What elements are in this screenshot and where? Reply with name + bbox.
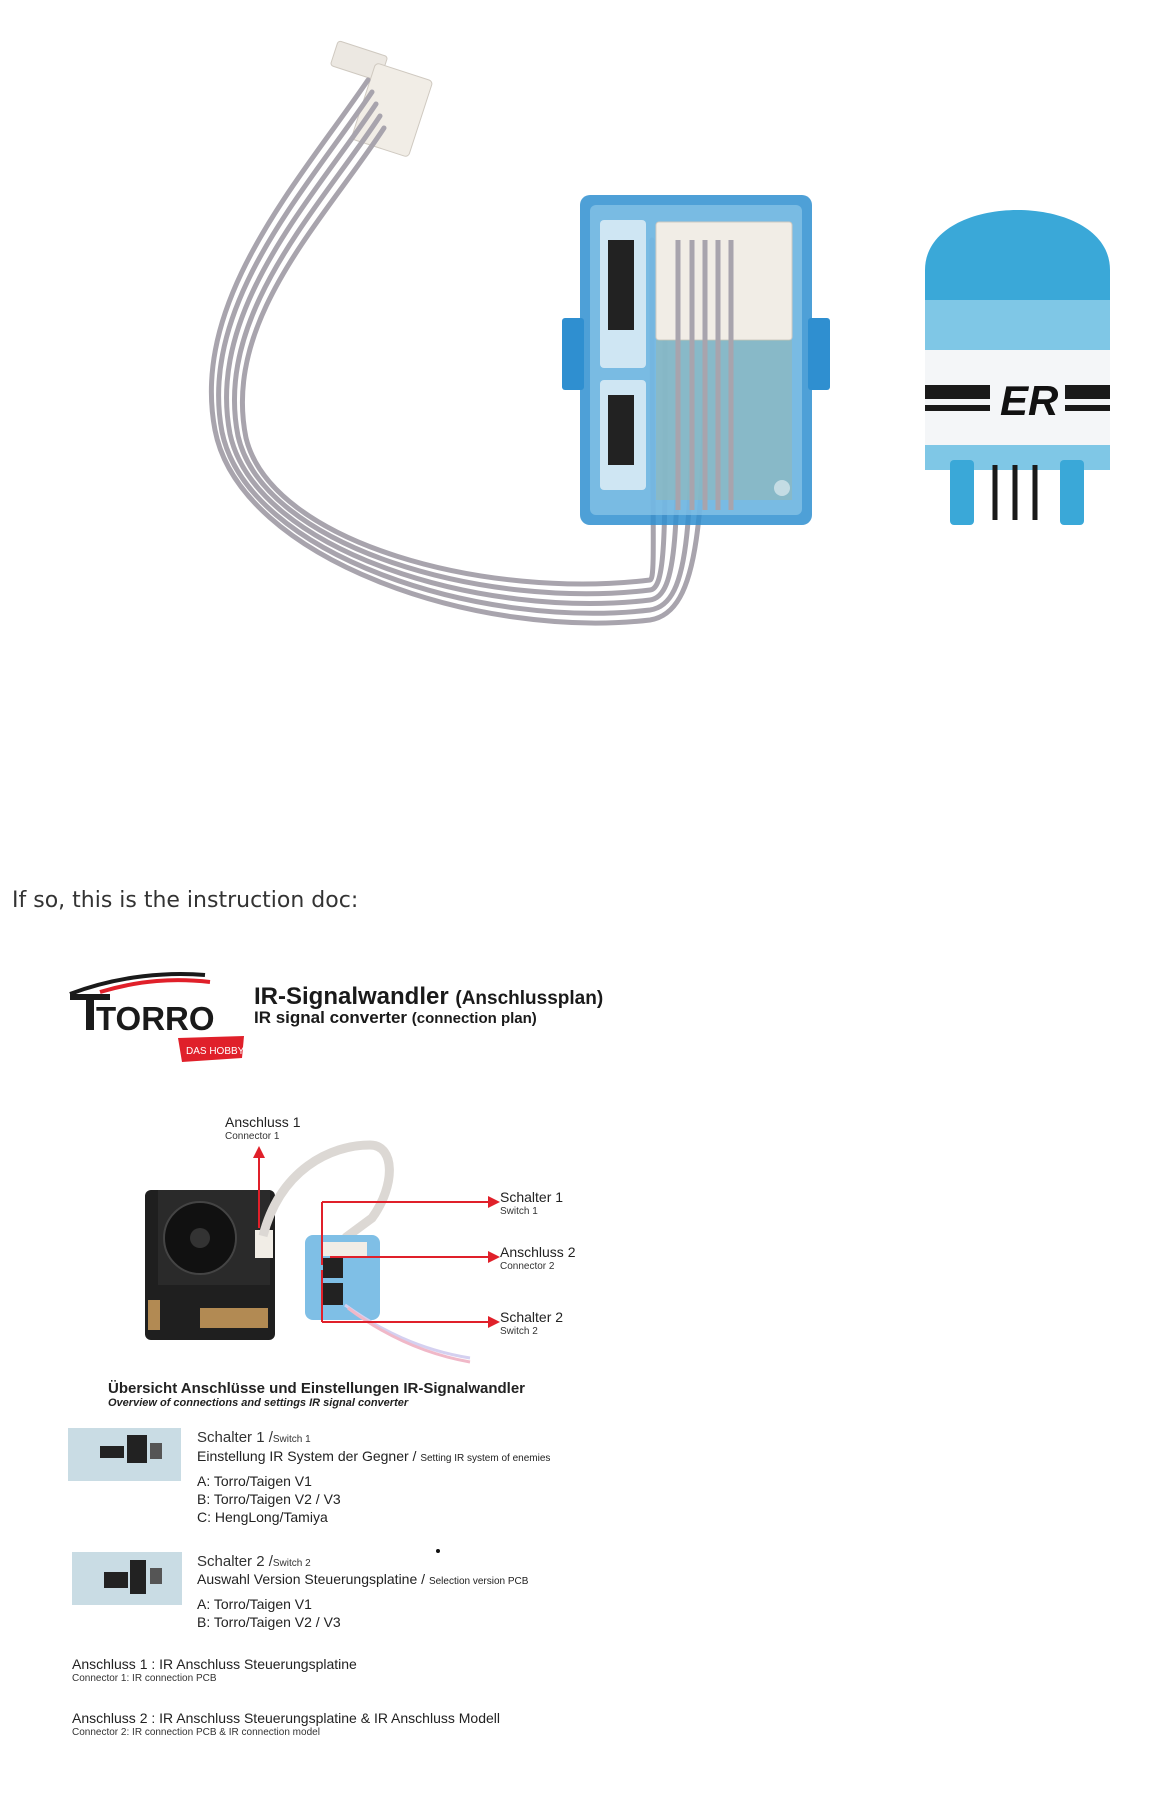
product-photo [0,0,1165,800]
label-connector2-en: Connector 2 [500,1261,555,1272]
switch1-option: A: Torro/Taigen V1 [197,1473,312,1489]
overview-heading-en: Overview of connections and settings IR signal converter [108,1397,409,1409]
doc-title-de: IR-Signalwandler (Anschlussplan) [254,983,604,1010]
overview-heading-de: Übersicht Anschlüsse und Einstellungen IR-Signalwandler [108,1380,526,1397]
label-connector1-en: Connector 1 [225,1131,280,1142]
switch2-option: A: Torro/Taigen V1 [197,1596,312,1612]
logo-brand: TORRO [96,1000,215,1037]
switch1-option: B: Torro/Taigen V2 / V3 [197,1491,341,1507]
switch1-option: C: HengLong/Tamiya [197,1509,328,1525]
module-label: ER [1000,377,1059,424]
switch1-desc: Einstellung IR System der Gegner / Setting IR system of enemies [197,1448,551,1464]
connector2-note-de: Anschluss 2 : IR Anschluss Steuerungsplatine & IR Anschluss Modell [72,1710,500,1726]
switch2-title: Schalter 2 /Switch 2 [197,1553,311,1570]
logo-tag: DAS HOBBY [186,1046,245,1057]
switch1-options [197,1472,341,1526]
switch2-thumbnail [72,1552,182,1605]
connector1-note-de: Anschluss 1 : IR Anschluss Steuerungsplatine [72,1656,357,1672]
torro-logo [70,974,245,1062]
ir-receiver-dome [925,210,1110,525]
connector1-note-en: Connector 1: IR connection PCB [72,1673,217,1684]
label-switch2-de: Schalter 2 [500,1309,564,1325]
cable-connector-plug [330,41,433,158]
switch2-options [197,1595,341,1631]
label-switch1-de: Schalter 1 [500,1189,564,1205]
switch1-title: Schalter 1 /Switch 1 [197,1429,311,1446]
label-connector2-de: Anschluss 2 [500,1244,576,1260]
stray-dot [436,1549,440,1553]
doc-title-en: IR signal converter (connection plan) [254,1008,537,1027]
switch2-option: B: Torro/Taigen V2 / V3 [197,1614,341,1630]
connector2-note-en: Connector 2: IR connection PCB & IR connection model [72,1727,320,1738]
switch1-thumbnail [68,1428,181,1481]
label-switch2-en: Switch 2 [500,1326,538,1337]
label-switch1-en: Switch 1 [500,1206,538,1217]
control-pcb-image [145,1190,275,1340]
intro-text: If so, this is the instruction doc: [12,888,359,913]
converter-module-image [305,1235,470,1362]
label-connector1-de: Anschluss 1 [225,1114,301,1130]
switch2-desc: Auswahl Version Steuerungsplatine / Selection version PCB [197,1571,529,1587]
ir-converter-module [562,195,830,525]
